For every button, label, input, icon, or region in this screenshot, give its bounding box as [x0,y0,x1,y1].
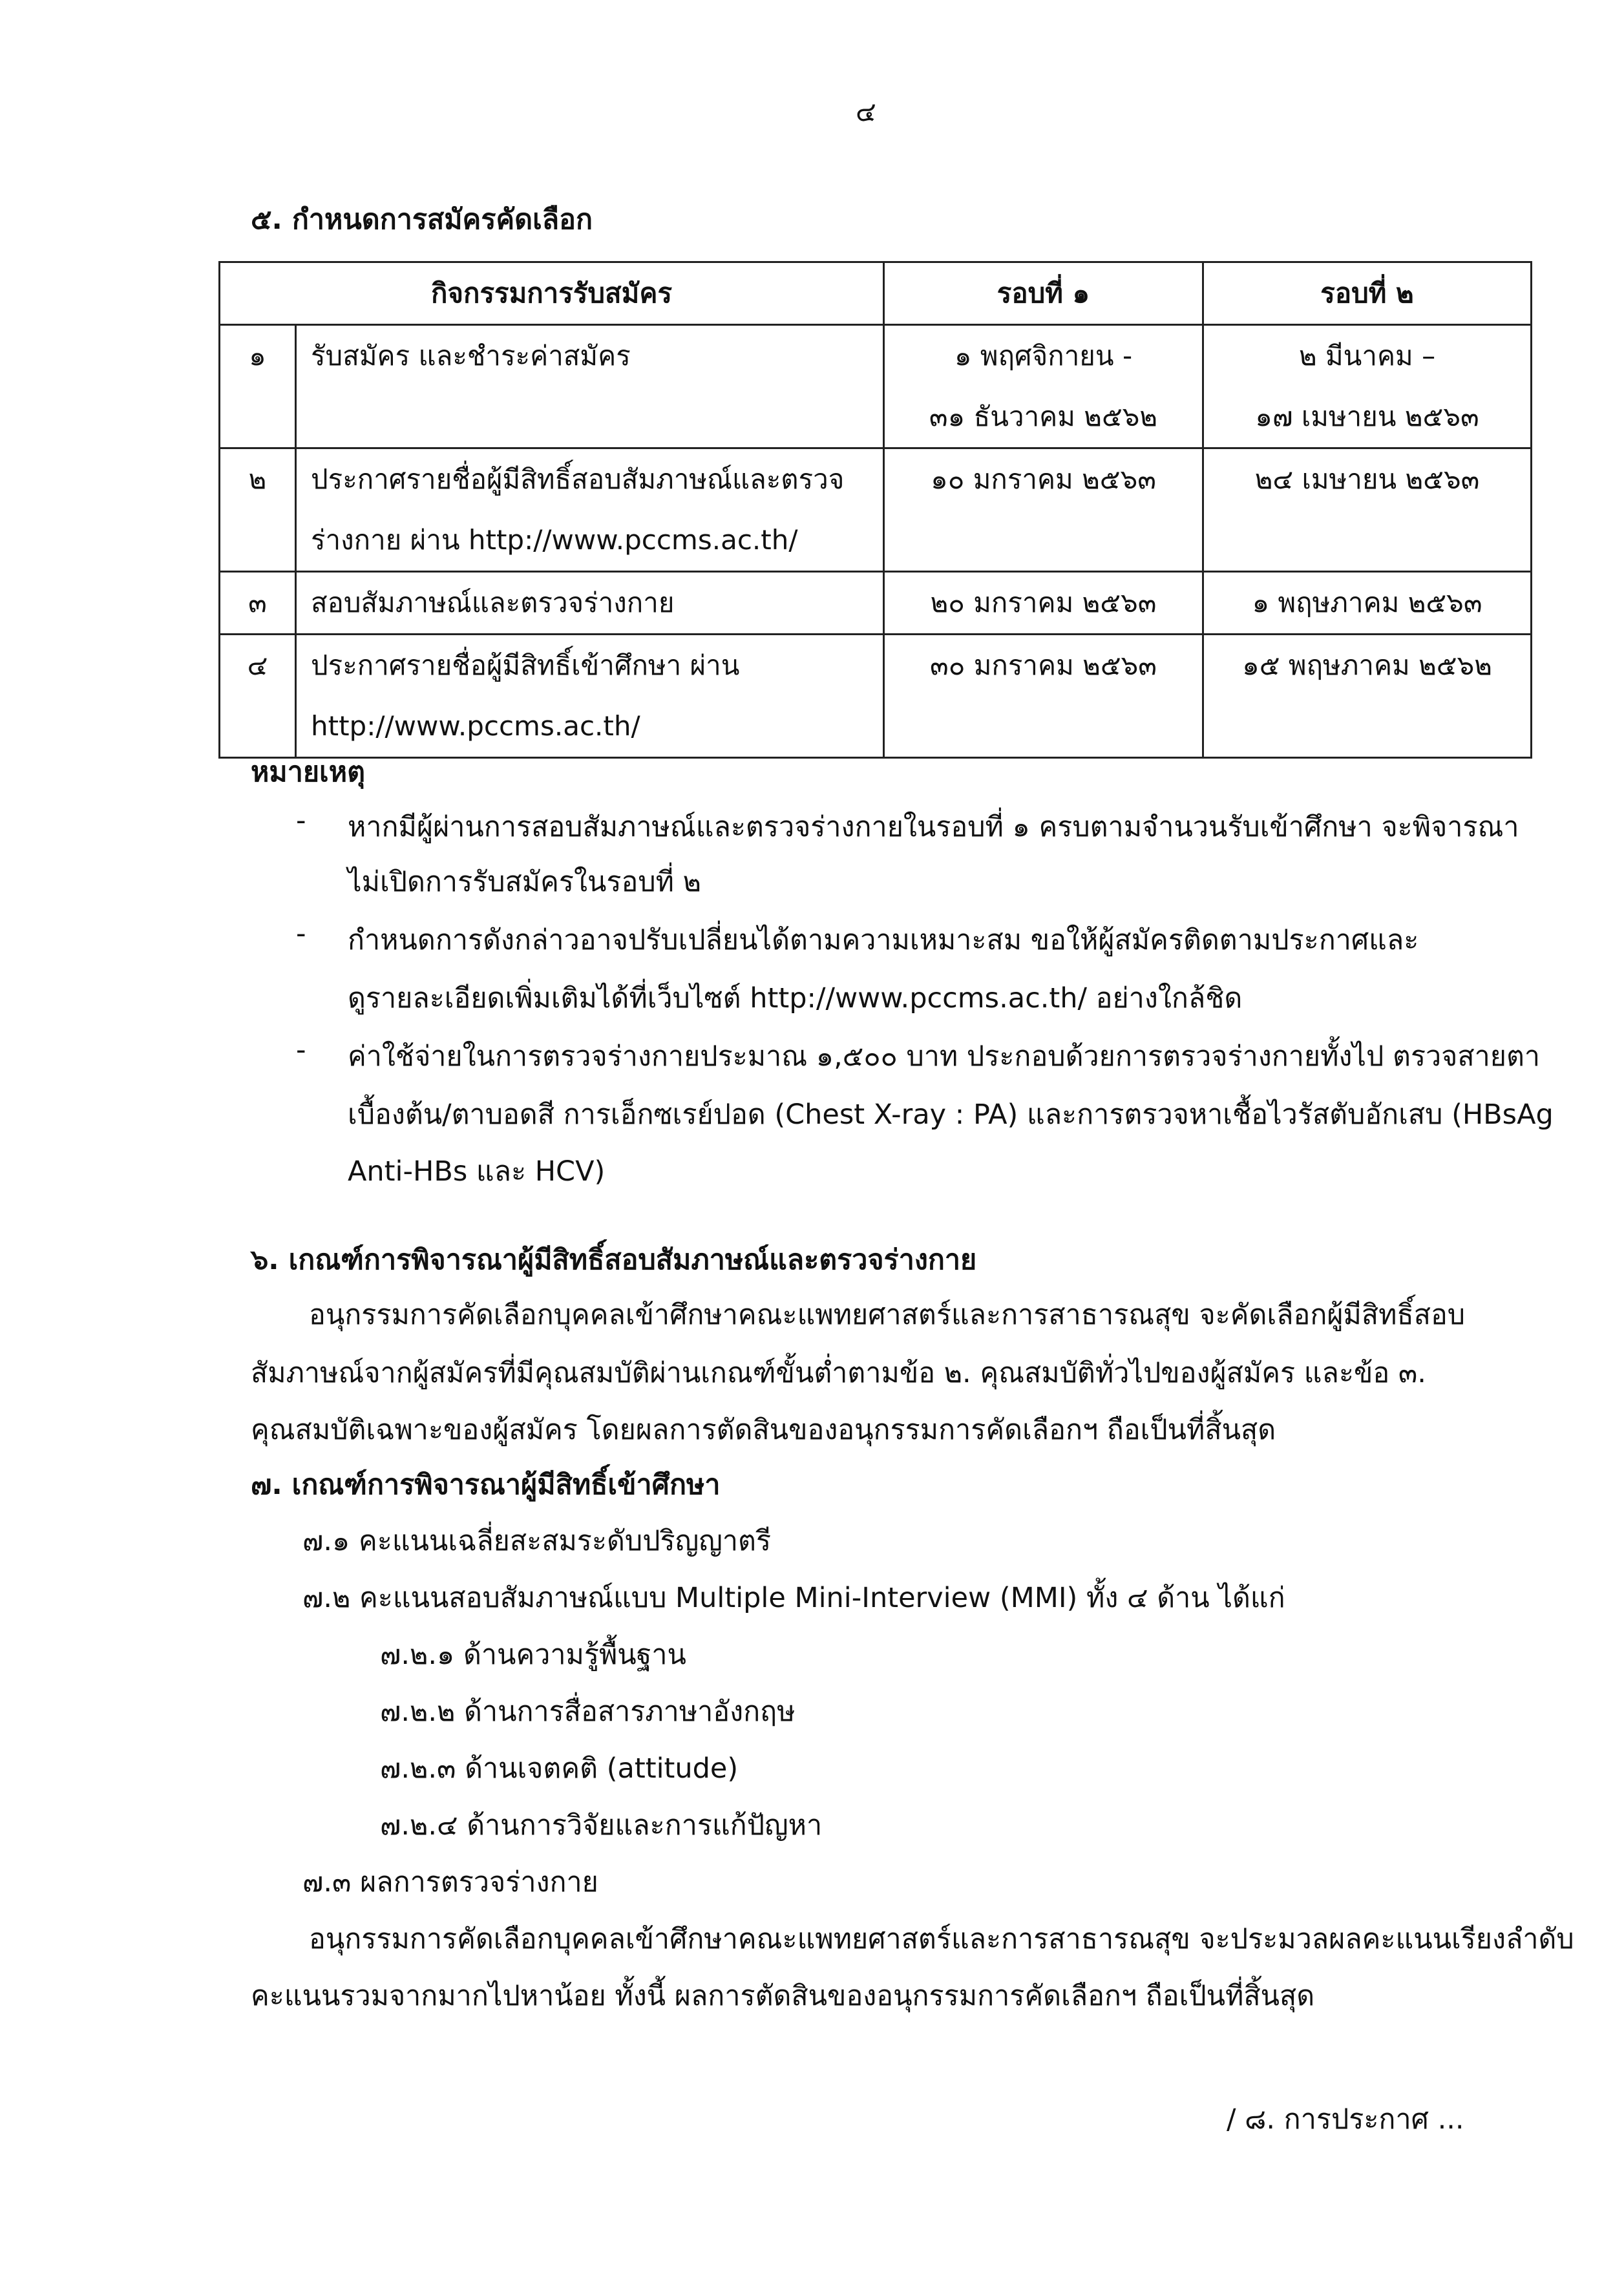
note-line: ดูรายละเอียดเพิ่มเติมได้ที่เว็บไซต์ http://www.pccms.ac.th/ อย่างใกล้ชิด [348,982,1243,1014]
note-line: หากมีผู้ผ่านการสอบสัมภาษณ์และตรวจร่างกายในรอบที่ ๑ ครบตามจำนวนรับเข้าศึกษา จะพิจารณา [348,811,1519,843]
sub-list-item: ๗.๒.๓ ด้านเจตคติ (attitude) [380,1752,739,1785]
row-number: ๑ [249,340,266,372]
round-2-date: ๑๕ พฤษภาคม ๒๕๖๒ [1242,649,1492,681]
activity-text: สอบสัมภาษณ์และตรวจร่างกาย [311,587,675,618]
page-number: ๔ [856,96,876,127]
sub-list-item: ๗.๒.๔ ด้านการวิจัยและการแก้ปัญหา [380,1809,823,1842]
activity-text: http://www.pccms.ac.th/ [311,710,640,742]
round-1-date: ๓๐ มกราคม ๒๕๖๓ [930,649,1157,681]
paragraph-line: คะแนนรวมจากมากไปหาน้อย ทั้งนี้ ผลการตัดสินของอนุกรรมการคัดเลือกฯ ถือเป็นที่สิ้นสุด [251,1980,1315,2012]
row-number: ๒ [248,463,267,495]
table-row [220,635,1532,758]
activity-text: ประกาศรายชื่อผู้มีสิทธิ์เข้าศึกษา ผ่าน [311,649,740,681]
bullet-dash: - [296,918,306,950]
activity-text: ร่างกาย ผ่าน http://www.pccms.ac.th/ [311,524,798,556]
header-round-1: รอบที่ ๑ [884,262,1203,325]
round-2-date: ๑๗ เมษายน ๒๕๖๓ [1255,401,1479,432]
list-item: ๗.๒ คะแนนสอบสัมภาษณ์แบบ Multiple Mini-Interview (MMI) ทั้ง ๔ ด้าน ได้แก่ [302,1582,1285,1614]
paragraph-line: อนุกรรมการคัดเลือกบุคคลเข้าศึกษาคณะแพทยศาสตร์และการสาธารณสุข จะคัดเลือกผู้มีสิทธิ์สอบ [309,1299,1466,1331]
note-line: เบื้องต้น/ตาบอดสี การเอ็กซเรย์ปอด (Chest X-ray : PA) และการตรวจหาเชื้อไวรัสตับอักเสบ (HBsAg [348,1098,1554,1131]
section-5-heading: ๕. กำหนดการสมัครคัดเลือก [251,204,593,236]
round-2-date: ๒ มีนาคม – [1298,340,1436,372]
section-7-heading: ๗. เกณฑ์การพิจารณาผู้มีสิทธิ์เข้าศึกษา [251,1469,721,1501]
note-line: ค่าใช้จ่ายในการตรวจร่างกายประมาณ ๑,๕๐๐ บาท ประกอบด้วยการตรวจร่างกายทั้งไป ตรวจสายตา [348,1040,1541,1073]
table-row [220,572,1532,635]
activity-text: ประกาศรายชื่อผู้มีสิทธิ์สอบสัมภาษณ์และตรวจ [311,463,845,495]
bullet-dash: - [296,804,306,837]
table-row [220,448,1532,572]
table-header-row [220,262,1532,325]
note-line: ไม่เปิดการรับสมัครในรอบที่ ๒ [348,866,701,898]
round-1-date: ๒๐ มกราคม ๒๕๖๓ [930,587,1157,618]
round-2-date: ๒๔ เมษายน ๒๕๖๓ [1254,463,1480,495]
note-line: Anti-HBs และ HCV) [348,1155,606,1188]
header-round-2: รอบที่ ๒ [1203,262,1532,325]
footer-continuation: / ๘. การประกาศ ... [1227,2103,1464,2136]
activity-text: รับสมัคร และชำระค่าสมัคร [311,340,631,372]
schedule-table [218,261,1532,759]
table-row [220,325,1532,448]
sub-list-item: ๗.๒.๑ ด้านความรู้พื้นฐาน [380,1639,686,1671]
paragraph-line: อนุกรรมการคัดเลือกบุคคลเข้าศึกษาคณะแพทยศาสตร์และการสาธารณสุข จะประมวลผลคะแนนเรียงลำดับ [309,1923,1574,1955]
paragraph-line: คุณสมบัติเฉพาะของผู้สมัคร โดยผลการตัดสินของอนุกรรมการคัดเลือกฯ ถือเป็นที่สิ้นสุด [251,1414,1276,1446]
sub-list-item: ๗.๒.๒ ด้านการสื่อสารภาษาอังกฤษ [380,1696,796,1728]
note-title: หมายเหตุ [251,756,365,788]
paragraph-line: สัมภาษณ์จากผู้สมัครที่มีคุณสมบัติผ่านเกณฑ์ขั้นต่ำตามข้อ ๒. คุณสมบัติทั่วไปของผู้สมัคร และข้อ ๓. [251,1357,1426,1389]
list-item: ๗.๓ ผลการตรวจร่างกาย [302,1866,598,1898]
row-number: ๔ [247,649,268,681]
note-line: กำหนดการดังกล่าวอาจปรับเปลี่ยนได้ตามความเหมาะสม ขอให้ผู้สมัครติดตามประกาศและ [348,924,1419,956]
round-2-date: ๑ พฤษภาคม ๒๕๖๓ [1252,587,1482,618]
bullet-dash: - [296,1034,306,1066]
round-1-date: ๓๑ ธันวาคม ๒๕๖๒ [929,401,1158,432]
section-6-heading: ๖. เกณฑ์การพิจารณาผู้มีสิทธิ์สอบสัมภาษณ์และตรวจร่างกาย [251,1244,977,1276]
header-activity: กิจกรรมการรับสมัคร [220,262,884,325]
round-1-date: ๑ พฤศจิกายน - [954,340,1133,372]
row-number: ๓ [248,587,267,618]
list-item: ๗.๑ คะแนนเฉลี่ยสะสมระดับปริญญาตรี [302,1525,772,1557]
round-1-date: ๑๐ มกราคม ๒๕๖๓ [931,463,1156,495]
